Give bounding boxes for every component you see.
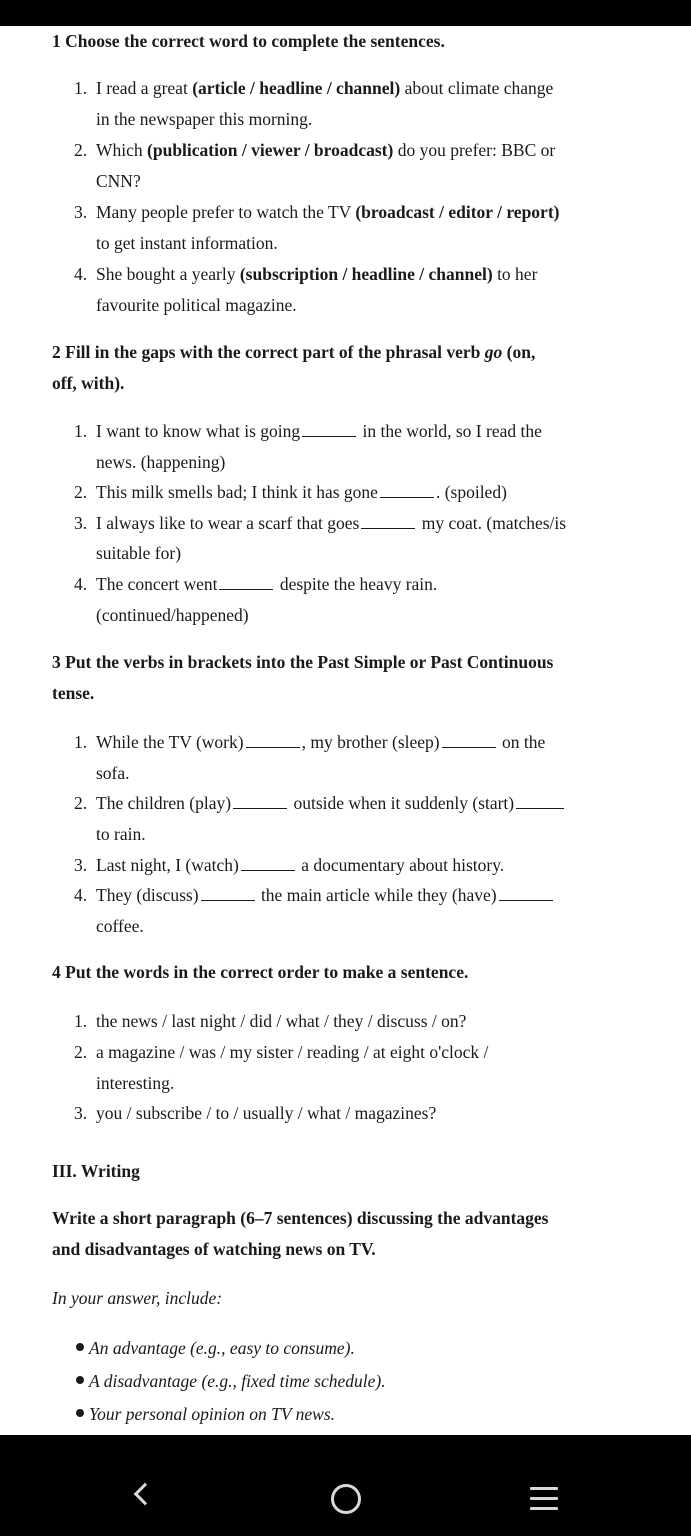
s4-item-3-number: 3. [74,1103,88,1123]
s2-item-1-number: 1. [74,421,88,441]
status-bar [0,0,691,26]
section-2-title: 2 Fill in the gaps with the correct part of the phrasal verb go (on, off, with). [52,342,536,393]
s3-item-1-line-2: sofa. [96,763,130,783]
s3-item-2-number: 2. [74,793,88,813]
s1-item-3-line-2: to get instant information. [96,233,278,253]
writing-task: Write a short paragraph (6–7 sentences) discussing the advantages and disadvantages of watching news on TV. [52,1208,549,1259]
s1-item-1-number: 1. [74,78,88,98]
section-3-title: 3 Put the verbs in brackets into the Past Simple or Past Continuous tense. [52,652,554,703]
s4-item-1-number: 1. [74,1011,88,1031]
s1-item-3-line-1: 3. Many people prefer to watch the TV (broadcast / editor / report) [74,202,560,222]
answer-blank [516,794,564,809]
include-label: In your answer, include: [52,1288,223,1308]
s4-item-2-line-1: 2. a magazine / was / my sister / reading / at eight o'clock / [74,1042,489,1062]
s2-item-1-line-1: 1. I want to know what is going in the world, so I read the [74,421,542,441]
s1-item-2-line-2: CNN? [96,171,141,191]
s1-item-1-line-1: 1. I read a great (article / headline / channel) about climate change [74,78,554,98]
s3-item-1-number: 1. [74,732,88,752]
s1-item-2-line-1: 2. Which (publication / viewer / broadcast) do you prefer: BBC or [74,140,556,160]
bullet-icon [76,1409,84,1417]
answer-blank [380,483,434,498]
bullet-icon [76,1343,84,1351]
s1-item-1-options: (article / headline / channel) [192,78,401,98]
s1-item-3-options: (broadcast / editor / report) [355,202,560,222]
writing-heading: III. Writing [52,1161,140,1181]
s2-item-4-line-1: 4. The concert went despite the heavy rain. [74,574,438,594]
answer-blank [499,886,553,901]
s2-item-2-line-1: 2. This milk smells bad; I think it has gone . (spoiled) [74,482,507,502]
bullet-icon [76,1376,84,1384]
s1-item-4-options: (subscription / headline / channel) [239,264,493,284]
s3-item-2-line-1: 2. The children (play) outside when it suddenly (start) [96,791,566,815]
s3-item-3-number: 3. [74,855,88,875]
answer-blank [241,856,295,871]
answer-blank [233,794,287,809]
include-item-2: A disadvantage (e.g., fixed time schedule). [89,1371,386,1391]
section-4-title: 4 Put the words in the correct order to make a sentence. [52,962,469,982]
answer-blank [442,733,496,748]
s1-item-4-line-1: 4. She bought a yearly (subscription / headline / channel) to her [74,264,538,284]
s1-item-2-options: (publication / viewer / broadcast) [147,140,394,160]
s3-item-4-line-1: 4. They (discuss) the main article while they (have) [96,883,555,907]
s3-item-3-line-1: 3. Last night, I (watch) a documentary about history. [74,855,505,875]
answer-blank [302,422,356,437]
s2-item-3-number: 3. [74,513,88,533]
s1-item-4-line-2: favourite political magazine. [96,295,297,315]
include-item-1: An advantage (e.g., easy to consume). [89,1338,355,1358]
s2-item-3-line-1: 3. I always like to wear a scarf that goes my coat. (matches/is [74,513,567,533]
recent-apps-icon[interactable] [530,1487,558,1511]
s1-item-1-line-2: in the newspaper this morning. [96,109,313,129]
s2-item-2-number: 2. [74,482,88,502]
answer-blank [246,733,300,748]
home-icon[interactable] [331,1484,361,1514]
s3-item-2-line-2: to rain. [96,824,146,844]
s1-item-3-number: 3. [74,202,88,222]
s4-item-1-line-1: 1. the news / last night / did / what / they / discuss / on? [74,1011,467,1031]
phrasal-verb: go [484,342,503,362]
include-item-3: Your personal opinion on TV news. [89,1404,336,1424]
s2-item-1-line-2: news. (happening) [96,452,226,472]
s2-item-4-number: 4. [74,574,88,594]
s3-item-1-line-1: 1. While the TV (work) , my brother (sleep) on the [74,732,546,752]
s3-item-4-number: 4. [74,885,88,905]
s3-item-4-line-2: coffee. [96,916,144,936]
answer-blank [201,886,255,901]
answer-blank [219,575,273,590]
s2-item-3-line-2: suitable for) [96,543,182,563]
s1-item-4-number: 4. [74,264,88,284]
s4-item-2-number: 2. [74,1042,88,1062]
answer-blank [361,514,415,529]
s4-item-3-line-1: 3. you / subscribe / to / usually / what / magazines? [74,1103,437,1123]
section-1-title: 1 Choose the correct word to complete the sentences. [52,31,445,51]
s1-item-2-number: 2. [74,140,88,160]
s2-item-4-line-2: (continued/happened) [96,605,249,625]
s4-item-2-line-2: interesting. [96,1073,175,1093]
